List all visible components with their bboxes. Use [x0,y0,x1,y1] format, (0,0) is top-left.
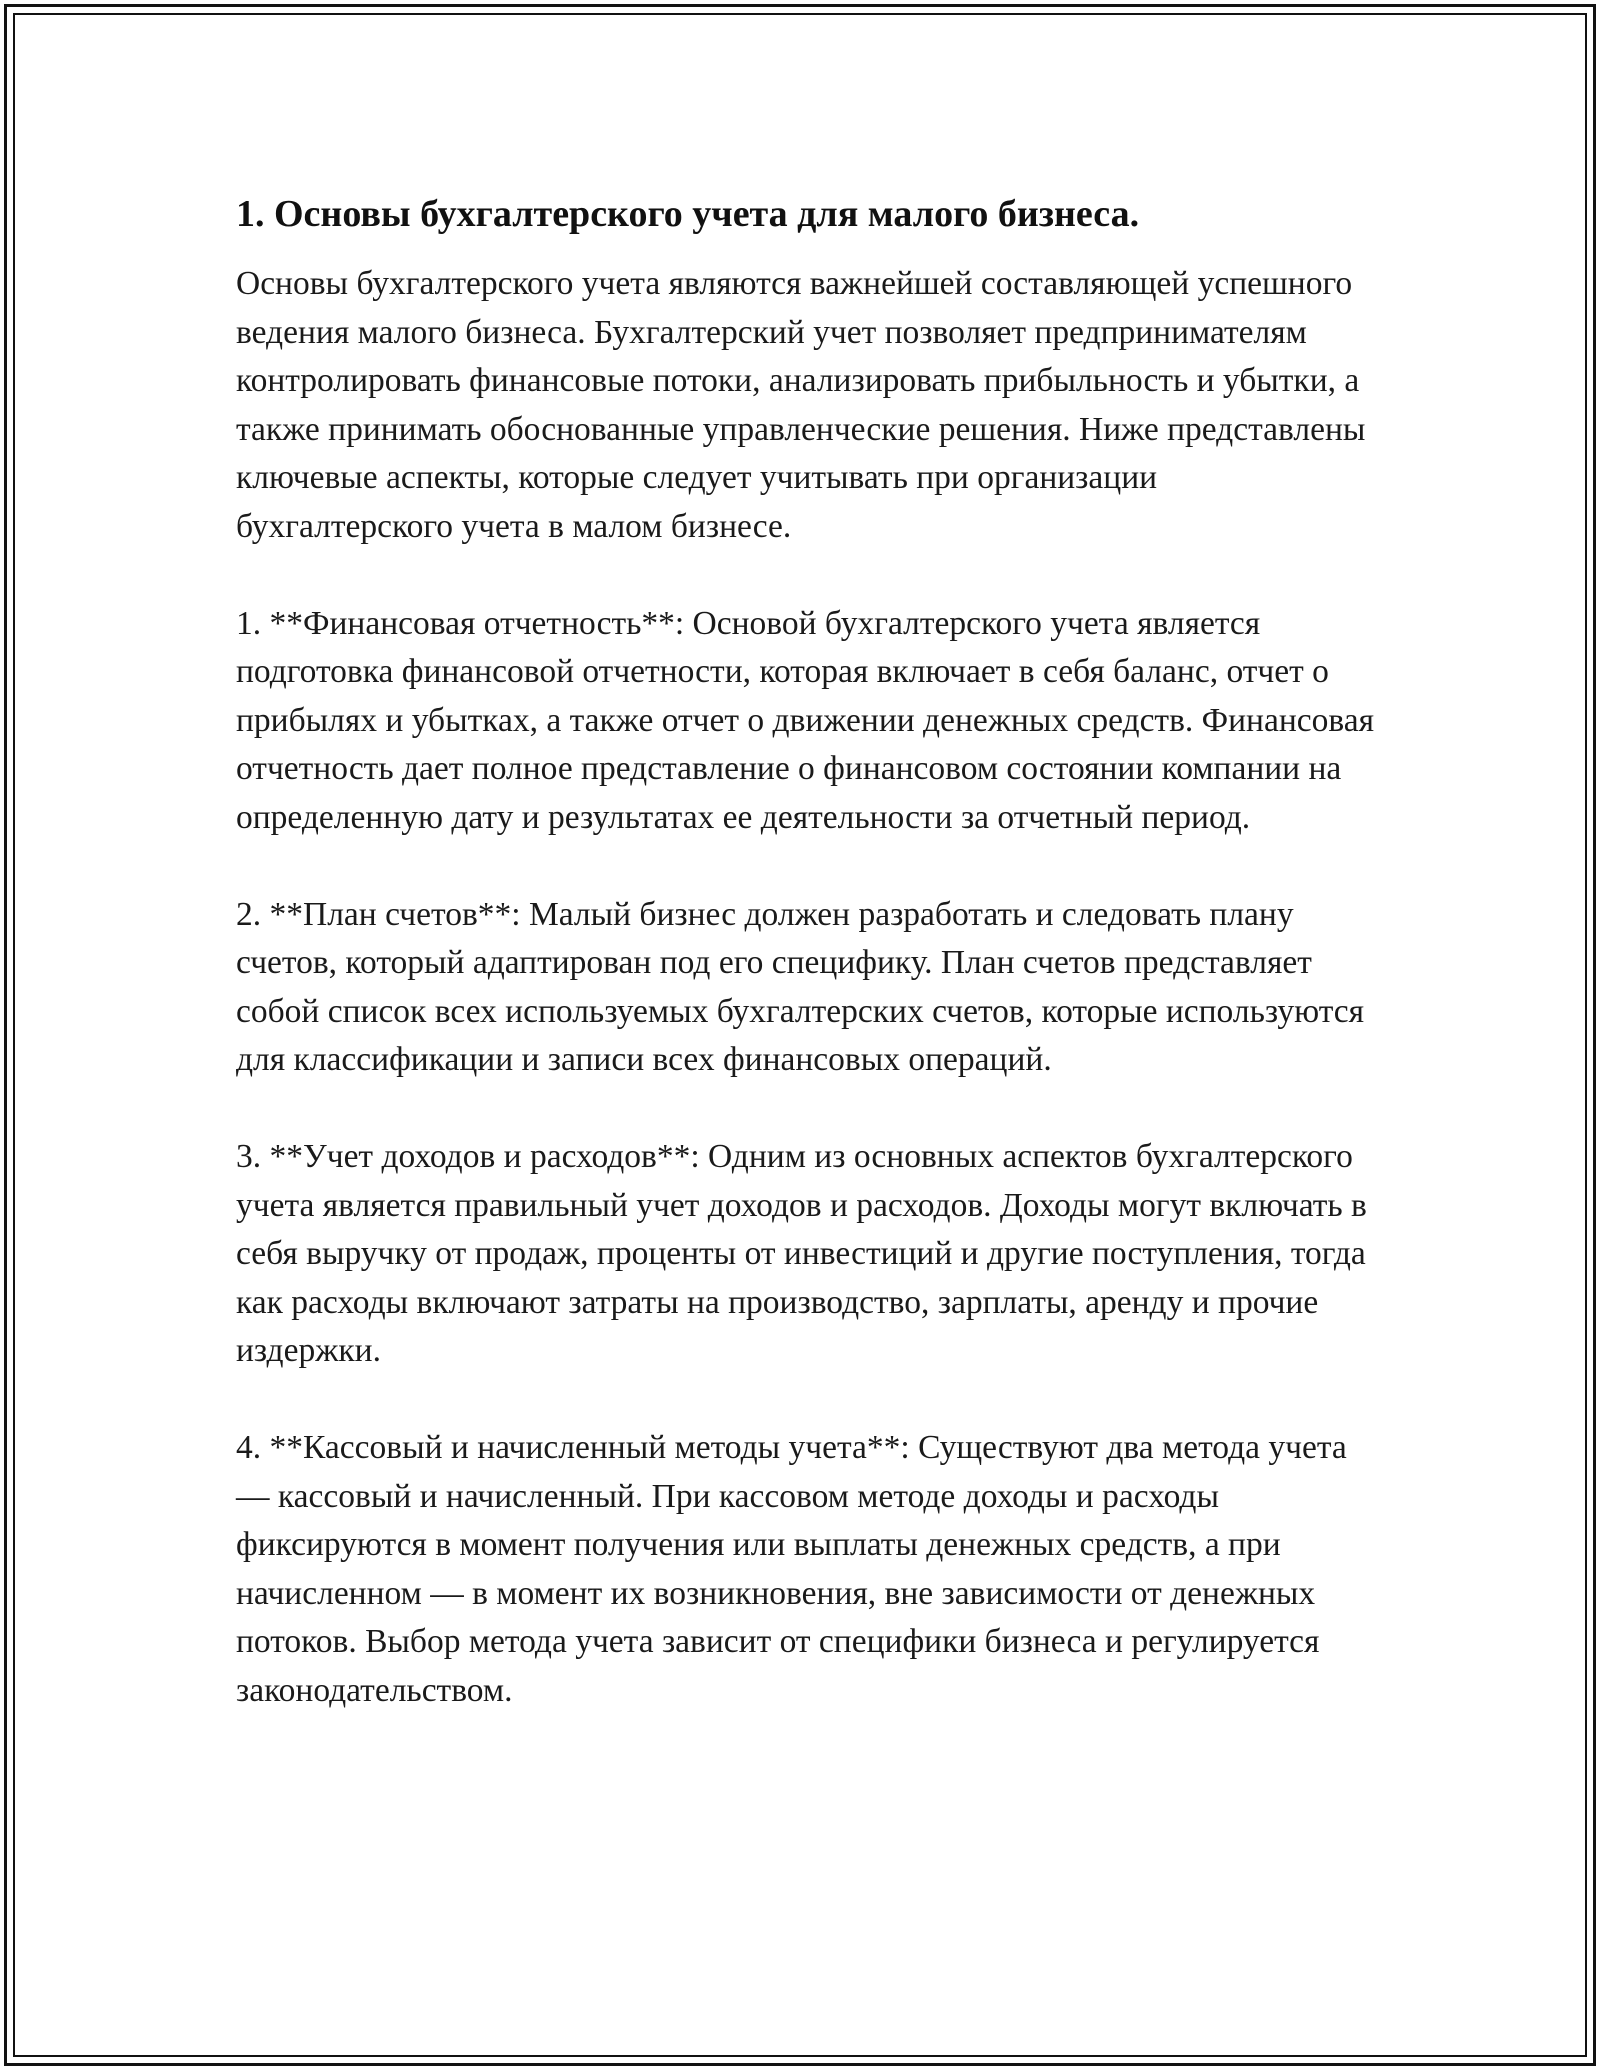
intro-paragraph: Основы бухгалтерского учета являются важнейшей составляющей успешного ведения малого бизнеса. Бухгалтерский учет позволяет предпринимателям контролировать финансовые потоки, анализировать прибыльность и убытки, а также принимать обоснованные управленческие решения. Ниже представлены ключевые аспекты, которые следует учитывать при организации бухгалтерского учета в малом бизнесе. [236,265,1366,545]
document-body [236,186,1376,1715]
item-income-expenses: 3. **Учет доходов и расходов**: Одним из основных аспектов бухгалтерского учета является правильный учет доходов и расходов. Доходы могут включать в себя выручку от продаж, проценты от инвестиций и другие поступления, тогда как расходы включают затраты на производство, зарплаты, аренду и прочие издержки. [236,1138,1367,1369]
item-financial-reporting: 1. **Финансовая отчетность**: Основой бухгалтерского учета является подготовка финансовой отчетности, которая включает в себя баланс, отчет о прибылях и убытках, а также отчет о движении денежных средств. Финансовая отчетность дает полное представление о финансовом состоянии компании на определенную дату и результатах ее деятельности за отчетный период. [236,604,1375,836]
item-accounting-methods: 4. **Кассовый и начисленный методы учета**: Существуют два метода учета — кассовый и начисленный. При кассовом методе доходы и расходы фиксируются в момент получения или выплаты денежных средств, а при начисленном — в момент их возникновения, вне зависимости от денежных потоков. Выбор метода учета зависит от специфики бизнеса и регулируется законодательством. [236,1429,1347,1709]
item-chart-of-accounts: 2. **План счетов**: Малый бизнес должен разработать и следовать плану счетов, который адаптирован под его специфику. План счетов представляет собой список всех используемых бухгалтерских счетов, которые используются для классификации и записи всех финансовых операций. [236,895,1365,1078]
section-heading: 1. Основы бухгалтерского учета для малого бизнеса. [236,193,1140,235]
